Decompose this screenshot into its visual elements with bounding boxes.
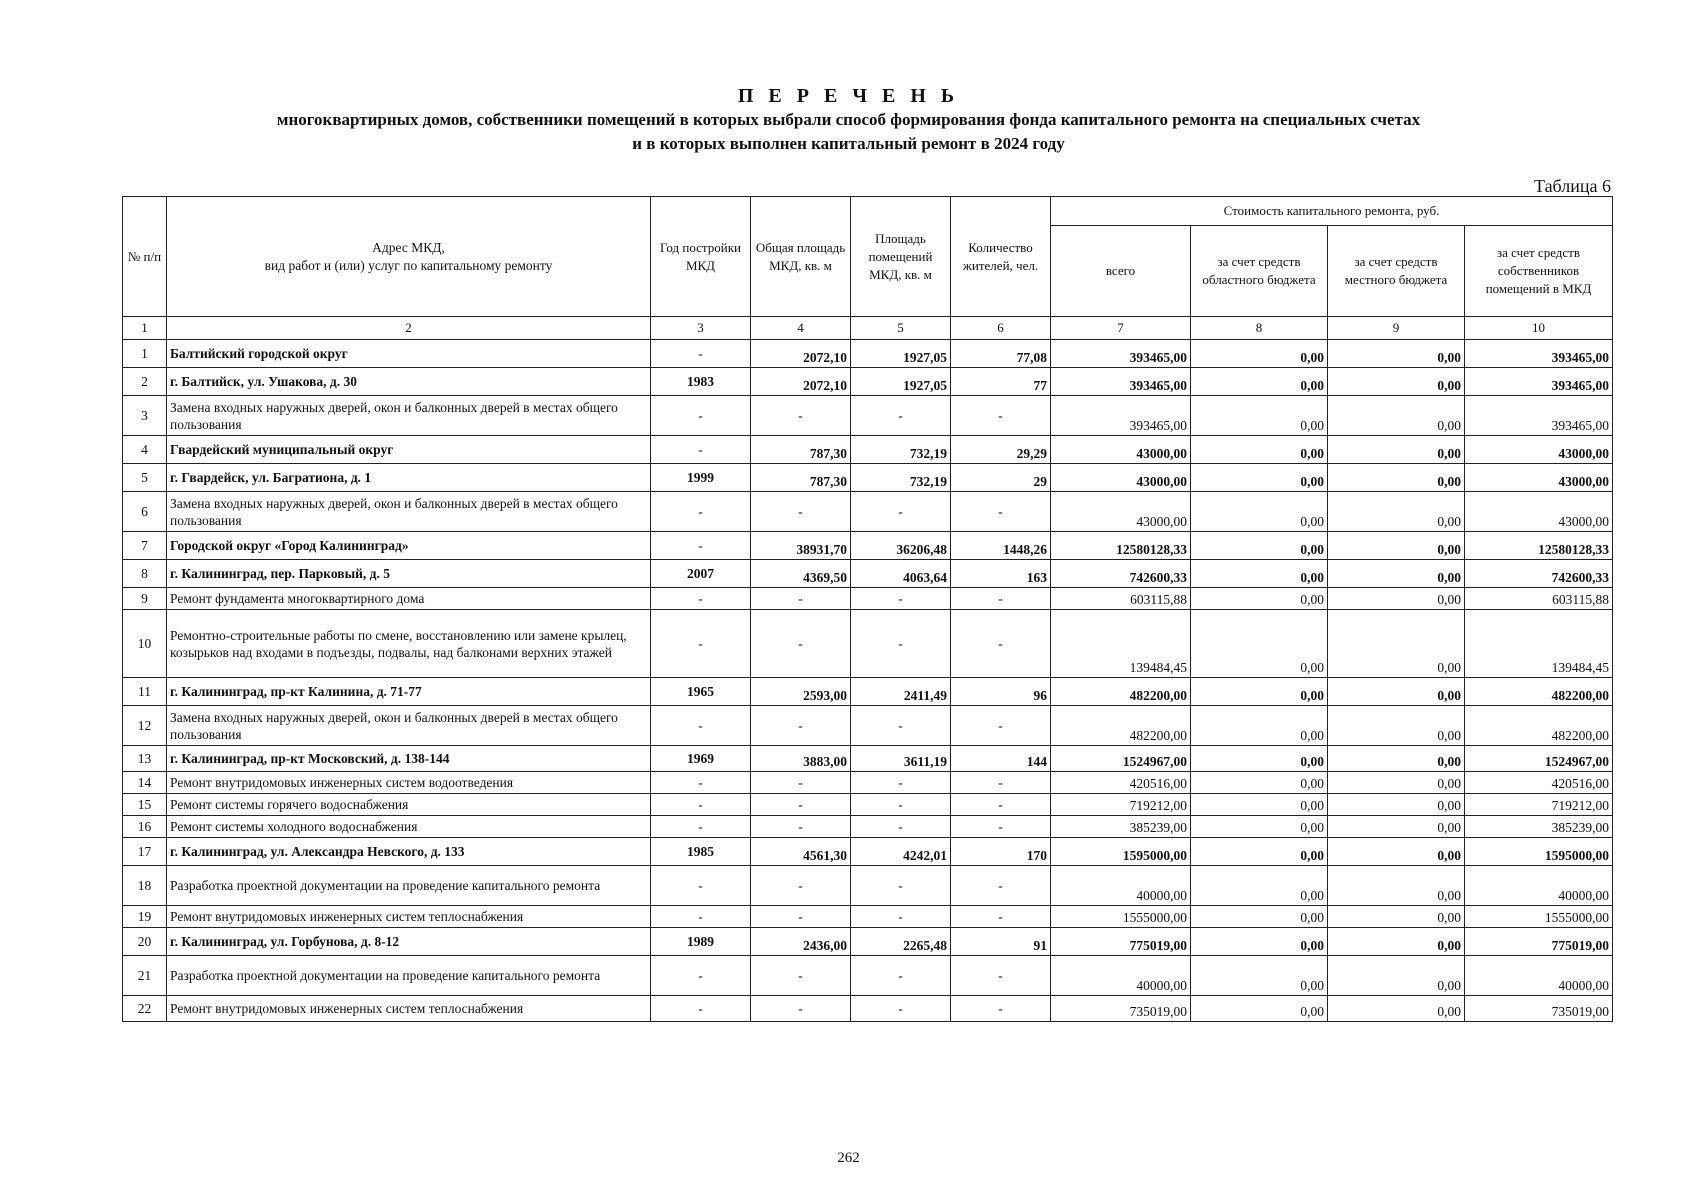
row-address: Разработка проектной документации на проведение капитального ремонта bbox=[167, 866, 651, 906]
row-cost-owners: 482200,00 bbox=[1465, 706, 1613, 746]
row-year: - bbox=[651, 588, 751, 610]
row-cost-total: 482200,00 bbox=[1051, 678, 1191, 706]
row-cost-regional: 0,00 bbox=[1191, 368, 1328, 396]
row-number: 14 bbox=[123, 772, 167, 794]
row-cost-regional: 0,00 bbox=[1191, 340, 1328, 368]
table-label: Таблица 6 bbox=[1534, 176, 1611, 196]
title-line-3: и в которых выполнен капитальный ремонт в 2024 году bbox=[632, 134, 1065, 153]
row-cost-regional: 0,00 bbox=[1191, 816, 1328, 838]
row-cost-regional: 0,00 bbox=[1191, 588, 1328, 610]
row-address: Замена входных наружных дверей, окон и балконных дверей в местах общего пользования bbox=[167, 492, 651, 532]
row-cost-total: 40000,00 bbox=[1051, 956, 1191, 996]
row-number: 16 bbox=[123, 816, 167, 838]
row-residents: 29 bbox=[951, 464, 1051, 492]
table-row bbox=[123, 706, 1613, 746]
row-address: Ремонт фундамента многоквартирного дома bbox=[167, 588, 651, 610]
row-cost-owners: 735019,00 bbox=[1465, 996, 1613, 1022]
row-residents: 77 bbox=[951, 368, 1051, 396]
row-cost-local: 0,00 bbox=[1328, 794, 1465, 816]
row-cost-owners: 719212,00 bbox=[1465, 794, 1613, 816]
row-premises-area: 4242,01 bbox=[851, 838, 951, 866]
column-number: 10 bbox=[1465, 317, 1613, 340]
row-residents: - bbox=[951, 866, 1051, 906]
row-number: 4 bbox=[123, 436, 167, 464]
column-number: 6 bbox=[951, 317, 1051, 340]
row-residents: 91 bbox=[951, 928, 1051, 956]
row-year: - bbox=[651, 340, 751, 368]
row-premises-area: 1927,05 bbox=[851, 340, 951, 368]
row-premises-area: - bbox=[851, 996, 951, 1022]
row-residents: 144 bbox=[951, 746, 1051, 772]
row-cost-local: 0,00 bbox=[1328, 772, 1465, 794]
row-cost-owners: 603115,88 bbox=[1465, 588, 1613, 610]
row-residents: - bbox=[951, 396, 1051, 436]
row-year: 1969 bbox=[651, 746, 751, 772]
row-total-area: 787,30 bbox=[751, 464, 851, 492]
table-row bbox=[123, 396, 1613, 436]
header-total-area: Общая площадь МКД, кв. м bbox=[751, 197, 851, 317]
row-residents: - bbox=[951, 492, 1051, 532]
row-cost-local: 0,00 bbox=[1328, 928, 1465, 956]
row-cost-regional: 0,00 bbox=[1191, 794, 1328, 816]
row-cost-local: 0,00 bbox=[1328, 866, 1465, 906]
row-residents: 163 bbox=[951, 560, 1051, 588]
row-address: г. Гвардейск, ул. Багратиона, д. 1 bbox=[167, 464, 651, 492]
row-address: Городской округ «Город Калининград» bbox=[167, 532, 651, 560]
row-cost-regional: 0,00 bbox=[1191, 772, 1328, 794]
row-address: Ремонт внутридомовых инженерных систем теплоснабжения bbox=[167, 996, 651, 1022]
row-address: г. Калининград, пр-кт Московский, д. 138-144 bbox=[167, 746, 651, 772]
header-residents: Количество жителей, чел. bbox=[951, 197, 1051, 317]
row-cost-total: 393465,00 bbox=[1051, 368, 1191, 396]
row-premises-area: - bbox=[851, 866, 951, 906]
table-row bbox=[123, 340, 1613, 368]
row-number: 13 bbox=[123, 746, 167, 772]
row-cost-regional: 0,00 bbox=[1191, 560, 1328, 588]
row-number: 11 bbox=[123, 678, 167, 706]
row-address: Ремонт системы холодного водоснабжения bbox=[167, 816, 651, 838]
row-cost-total: 393465,00 bbox=[1051, 396, 1191, 436]
table-row bbox=[123, 746, 1613, 772]
row-residents: 170 bbox=[951, 838, 1051, 866]
row-residents: - bbox=[951, 610, 1051, 678]
row-total-area: 2436,00 bbox=[751, 928, 851, 956]
table-row bbox=[123, 996, 1613, 1022]
row-cost-total: 43000,00 bbox=[1051, 464, 1191, 492]
table-row bbox=[123, 610, 1613, 678]
row-premises-area: - bbox=[851, 492, 951, 532]
row-address: Ремонт системы горячего водоснабжения bbox=[167, 794, 651, 816]
row-number: 18 bbox=[123, 866, 167, 906]
row-premises-area: - bbox=[851, 588, 951, 610]
document-title bbox=[0, 84, 1697, 156]
row-year: - bbox=[651, 794, 751, 816]
row-cost-total: 420516,00 bbox=[1051, 772, 1191, 794]
row-number: 1 bbox=[123, 340, 167, 368]
header-year: Год постройки МКД bbox=[651, 197, 751, 317]
row-cost-owners: 12580128,33 bbox=[1465, 532, 1613, 560]
row-cost-local: 0,00 bbox=[1328, 996, 1465, 1022]
row-address: Ремонт внутридомовых инженерных систем теплоснабжения bbox=[167, 906, 651, 928]
row-total-area: 3883,00 bbox=[751, 746, 851, 772]
row-cost-local: 0,00 bbox=[1328, 838, 1465, 866]
column-number: 5 bbox=[851, 317, 951, 340]
row-cost-regional: 0,00 bbox=[1191, 532, 1328, 560]
row-cost-regional: 0,00 bbox=[1191, 996, 1328, 1022]
row-cost-owners: 482200,00 bbox=[1465, 678, 1613, 706]
row-premises-area: - bbox=[851, 706, 951, 746]
table-row bbox=[123, 794, 1613, 816]
row-address: Ремонтно-строительные работы по смене, восстановлению или замене крылец, козырьков над входами в подъезды, подвалы, над балконами верхних этажей bbox=[167, 610, 651, 678]
row-year: - bbox=[651, 956, 751, 996]
row-number: 21 bbox=[123, 956, 167, 996]
row-cost-owners: 43000,00 bbox=[1465, 464, 1613, 492]
row-total-area: 4369,50 bbox=[751, 560, 851, 588]
row-cost-regional: 0,00 bbox=[1191, 492, 1328, 532]
row-number: 19 bbox=[123, 906, 167, 928]
row-number: 7 bbox=[123, 532, 167, 560]
row-cost-total: 139484,45 bbox=[1051, 610, 1191, 678]
row-cost-total: 385239,00 bbox=[1051, 816, 1191, 838]
row-residents: 77,08 bbox=[951, 340, 1051, 368]
table-row bbox=[123, 838, 1613, 866]
row-residents: - bbox=[951, 816, 1051, 838]
table-row bbox=[123, 956, 1613, 996]
row-residents: 1448,26 bbox=[951, 532, 1051, 560]
row-cost-owners: 420516,00 bbox=[1465, 772, 1613, 794]
row-total-area: 2072,10 bbox=[751, 340, 851, 368]
row-cost-local: 0,00 bbox=[1328, 588, 1465, 610]
header-cost-owners: за счет средств собственников помещений в МКД bbox=[1465, 226, 1613, 317]
row-cost-total: 603115,88 bbox=[1051, 588, 1191, 610]
header-num: № п/п bbox=[123, 197, 167, 317]
column-number-row bbox=[123, 317, 1613, 340]
row-total-area: - bbox=[751, 706, 851, 746]
table-row bbox=[123, 560, 1613, 588]
row-cost-regional: 0,00 bbox=[1191, 838, 1328, 866]
row-premises-area: 2265,48 bbox=[851, 928, 951, 956]
row-cost-local: 0,00 bbox=[1328, 492, 1465, 532]
row-residents: - bbox=[951, 794, 1051, 816]
row-total-area: 4561,30 bbox=[751, 838, 851, 866]
header-address: Адрес МКД, вид работ и (или) услуг по капитальному ремонту bbox=[167, 197, 651, 317]
table-row bbox=[123, 678, 1613, 706]
row-cost-local: 0,00 bbox=[1328, 396, 1465, 436]
row-cost-total: 1524967,00 bbox=[1051, 746, 1191, 772]
table-row bbox=[123, 772, 1613, 794]
row-premises-area: 732,19 bbox=[851, 436, 951, 464]
table-row bbox=[123, 588, 1613, 610]
header-cost-total: всего bbox=[1051, 226, 1191, 317]
row-year: - bbox=[651, 906, 751, 928]
row-premises-area: - bbox=[851, 772, 951, 794]
table-row bbox=[123, 492, 1613, 532]
row-premises-area: 4063,64 bbox=[851, 560, 951, 588]
table-row bbox=[123, 906, 1613, 928]
row-year: - bbox=[651, 532, 751, 560]
row-residents: 29,29 bbox=[951, 436, 1051, 464]
row-cost-local: 0,00 bbox=[1328, 464, 1465, 492]
row-year: - bbox=[651, 866, 751, 906]
row-number: 6 bbox=[123, 492, 167, 532]
row-cost-regional: 0,00 bbox=[1191, 464, 1328, 492]
page-number: 262 bbox=[837, 1150, 860, 1166]
row-cost-local: 0,00 bbox=[1328, 746, 1465, 772]
row-year: - bbox=[651, 436, 751, 464]
row-residents: - bbox=[951, 906, 1051, 928]
row-year: - bbox=[651, 492, 751, 532]
row-address: г. Калининград, ул. Горбунова, д. 8-12 bbox=[167, 928, 651, 956]
row-total-area: - bbox=[751, 772, 851, 794]
row-year: 1989 bbox=[651, 928, 751, 956]
row-number: 5 bbox=[123, 464, 167, 492]
row-year: 2007 bbox=[651, 560, 751, 588]
row-total-area: - bbox=[751, 588, 851, 610]
row-premises-area: 36206,48 bbox=[851, 532, 951, 560]
row-number: 10 bbox=[123, 610, 167, 678]
row-cost-owners: 393465,00 bbox=[1465, 340, 1613, 368]
row-premises-area: - bbox=[851, 396, 951, 436]
row-cost-regional: 0,00 bbox=[1191, 706, 1328, 746]
row-cost-owners: 1595000,00 bbox=[1465, 838, 1613, 866]
row-cost-local: 0,00 bbox=[1328, 906, 1465, 928]
title-line-2: многоквартирных домов, собственники помещений в которых выбрали способ формирования фонда капитального ремонта на специальных счетах bbox=[276, 110, 1421, 129]
column-number: 4 bbox=[751, 317, 851, 340]
row-residents: - bbox=[951, 706, 1051, 746]
row-residents: 96 bbox=[951, 678, 1051, 706]
row-address: Замена входных наружных дверей, окон и балконных дверей в местах общего пользования bbox=[167, 706, 651, 746]
row-cost-regional: 0,00 bbox=[1191, 678, 1328, 706]
row-cost-regional: 0,00 bbox=[1191, 956, 1328, 996]
row-cost-total: 775019,00 bbox=[1051, 928, 1191, 956]
row-cost-owners: 393465,00 bbox=[1465, 368, 1613, 396]
column-number: 9 bbox=[1328, 317, 1465, 340]
row-total-area: - bbox=[751, 866, 851, 906]
row-year: - bbox=[651, 396, 751, 436]
table-row bbox=[123, 368, 1613, 396]
table-row bbox=[123, 928, 1613, 956]
row-premises-area: 1927,05 bbox=[851, 368, 951, 396]
row-cost-total: 12580128,33 bbox=[1051, 532, 1191, 560]
row-cost-owners: 742600,33 bbox=[1465, 560, 1613, 588]
row-total-area: - bbox=[751, 794, 851, 816]
row-cost-local: 0,00 bbox=[1328, 956, 1465, 996]
row-premises-area: - bbox=[851, 956, 951, 996]
row-year: - bbox=[651, 706, 751, 746]
row-address: Балтийский городской округ bbox=[167, 340, 651, 368]
row-cost-owners: 1555000,00 bbox=[1465, 906, 1613, 928]
row-number: 8 bbox=[123, 560, 167, 588]
row-address: Разработка проектной документации на проведение капитального ремонта bbox=[167, 956, 651, 996]
row-number: 12 bbox=[123, 706, 167, 746]
row-cost-local: 0,00 bbox=[1328, 706, 1465, 746]
row-premises-area: 3611,19 bbox=[851, 746, 951, 772]
table-row bbox=[123, 436, 1613, 464]
row-cost-local: 0,00 bbox=[1328, 532, 1465, 560]
row-year: 1985 bbox=[651, 838, 751, 866]
row-cost-local: 0,00 bbox=[1328, 368, 1465, 396]
row-cost-total: 393465,00 bbox=[1051, 340, 1191, 368]
row-cost-regional: 0,00 bbox=[1191, 866, 1328, 906]
row-total-area: 787,30 bbox=[751, 436, 851, 464]
column-number: 1 bbox=[123, 317, 167, 340]
row-number: 17 bbox=[123, 838, 167, 866]
row-address: г. Балтийск, ул. Ушакова, д. 30 bbox=[167, 368, 651, 396]
row-cost-owners: 393465,00 bbox=[1465, 396, 1613, 436]
row-premises-area: 2411,49 bbox=[851, 678, 951, 706]
row-year: - bbox=[651, 816, 751, 838]
row-cost-regional: 0,00 bbox=[1191, 746, 1328, 772]
row-address: г. Калининград, ул. Александра Невского, д. 133 bbox=[167, 838, 651, 866]
row-cost-local: 0,00 bbox=[1328, 340, 1465, 368]
row-residents: - bbox=[951, 588, 1051, 610]
row-cost-owners: 1524967,00 bbox=[1465, 746, 1613, 772]
row-total-area: - bbox=[751, 396, 851, 436]
row-total-area: 2593,00 bbox=[751, 678, 851, 706]
row-total-area: 2072,10 bbox=[751, 368, 851, 396]
row-premises-area: - bbox=[851, 906, 951, 928]
row-total-area: - bbox=[751, 906, 851, 928]
row-premises-area: - bbox=[851, 816, 951, 838]
table-row bbox=[123, 464, 1613, 492]
row-year: - bbox=[651, 772, 751, 794]
row-residents: - bbox=[951, 996, 1051, 1022]
row-premises-area: - bbox=[851, 794, 951, 816]
title-line-1: П Е Р Е Ч Е Н Ь bbox=[737, 85, 960, 107]
header-cost-group: Стоимость капитального ремонта, руб. bbox=[1051, 197, 1613, 226]
row-cost-local: 0,00 bbox=[1328, 610, 1465, 678]
row-cost-owners: 139484,45 bbox=[1465, 610, 1613, 678]
table-row bbox=[123, 816, 1613, 838]
row-cost-regional: 0,00 bbox=[1191, 928, 1328, 956]
row-premises-area: 732,19 bbox=[851, 464, 951, 492]
row-cost-local: 0,00 bbox=[1328, 678, 1465, 706]
row-number: 9 bbox=[123, 588, 167, 610]
row-cost-owners: 43000,00 bbox=[1465, 436, 1613, 464]
row-residents: - bbox=[951, 772, 1051, 794]
row-residents: - bbox=[951, 956, 1051, 996]
row-cost-regional: 0,00 bbox=[1191, 610, 1328, 678]
row-cost-regional: 0,00 bbox=[1191, 436, 1328, 464]
row-cost-regional: 0,00 bbox=[1191, 396, 1328, 436]
row-total-area: - bbox=[751, 996, 851, 1022]
row-cost-total: 40000,00 bbox=[1051, 866, 1191, 906]
table-row bbox=[123, 532, 1613, 560]
row-cost-local: 0,00 bbox=[1328, 816, 1465, 838]
row-cost-total: 43000,00 bbox=[1051, 436, 1191, 464]
header-premises-area: Площадь помещений МКД, кв. м bbox=[851, 197, 951, 317]
row-cost-total: 43000,00 bbox=[1051, 492, 1191, 532]
row-number: 3 bbox=[123, 396, 167, 436]
row-number: 15 bbox=[123, 794, 167, 816]
column-number: 7 bbox=[1051, 317, 1191, 340]
header-cost-regional: за счет средств областного бюджета bbox=[1191, 226, 1328, 317]
row-address: г. Калининград, пр-кт Калинина, д. 71-77 bbox=[167, 678, 651, 706]
row-year: 1965 bbox=[651, 678, 751, 706]
row-cost-owners: 40000,00 bbox=[1465, 866, 1613, 906]
row-cost-owners: 385239,00 bbox=[1465, 816, 1613, 838]
row-year: - bbox=[651, 610, 751, 678]
row-cost-total: 482200,00 bbox=[1051, 706, 1191, 746]
row-cost-total: 735019,00 bbox=[1051, 996, 1191, 1022]
row-address: Гвардейский муниципальный округ bbox=[167, 436, 651, 464]
row-number: 2 bbox=[123, 368, 167, 396]
repair-table bbox=[122, 196, 1613, 1022]
row-cost-local: 0,00 bbox=[1328, 436, 1465, 464]
table-row bbox=[123, 866, 1613, 906]
table-body bbox=[123, 317, 1613, 1022]
row-year: 1999 bbox=[651, 464, 751, 492]
row-cost-total: 1555000,00 bbox=[1051, 906, 1191, 928]
row-total-area: - bbox=[751, 816, 851, 838]
row-cost-total: 719212,00 bbox=[1051, 794, 1191, 816]
row-cost-total: 742600,33 bbox=[1051, 560, 1191, 588]
column-number: 2 bbox=[167, 317, 651, 340]
row-total-area: - bbox=[751, 492, 851, 532]
row-cost-regional: 0,00 bbox=[1191, 906, 1328, 928]
row-total-area: - bbox=[751, 956, 851, 996]
row-address: г. Калининград, пер. Парковый, д. 5 bbox=[167, 560, 651, 588]
row-premises-area: - bbox=[851, 610, 951, 678]
row-cost-owners: 40000,00 bbox=[1465, 956, 1613, 996]
row-address: Ремонт внутридомовых инженерных систем водоотведения bbox=[167, 772, 651, 794]
row-total-area: - bbox=[751, 610, 851, 678]
row-cost-local: 0,00 bbox=[1328, 560, 1465, 588]
row-cost-total: 1595000,00 bbox=[1051, 838, 1191, 866]
column-number: 3 bbox=[651, 317, 751, 340]
row-address: Замена входных наружных дверей, окон и балконных дверей в местах общего пользования bbox=[167, 396, 651, 436]
row-year: 1983 bbox=[651, 368, 751, 396]
row-cost-owners: 43000,00 bbox=[1465, 492, 1613, 532]
row-total-area: 38931,70 bbox=[751, 532, 851, 560]
row-cost-owners: 775019,00 bbox=[1465, 928, 1613, 956]
header-cost-local: за счет средств местного бюджета bbox=[1328, 226, 1465, 317]
row-number: 20 bbox=[123, 928, 167, 956]
row-number: 22 bbox=[123, 996, 167, 1022]
column-number: 8 bbox=[1191, 317, 1328, 340]
row-year: - bbox=[651, 996, 751, 1022]
